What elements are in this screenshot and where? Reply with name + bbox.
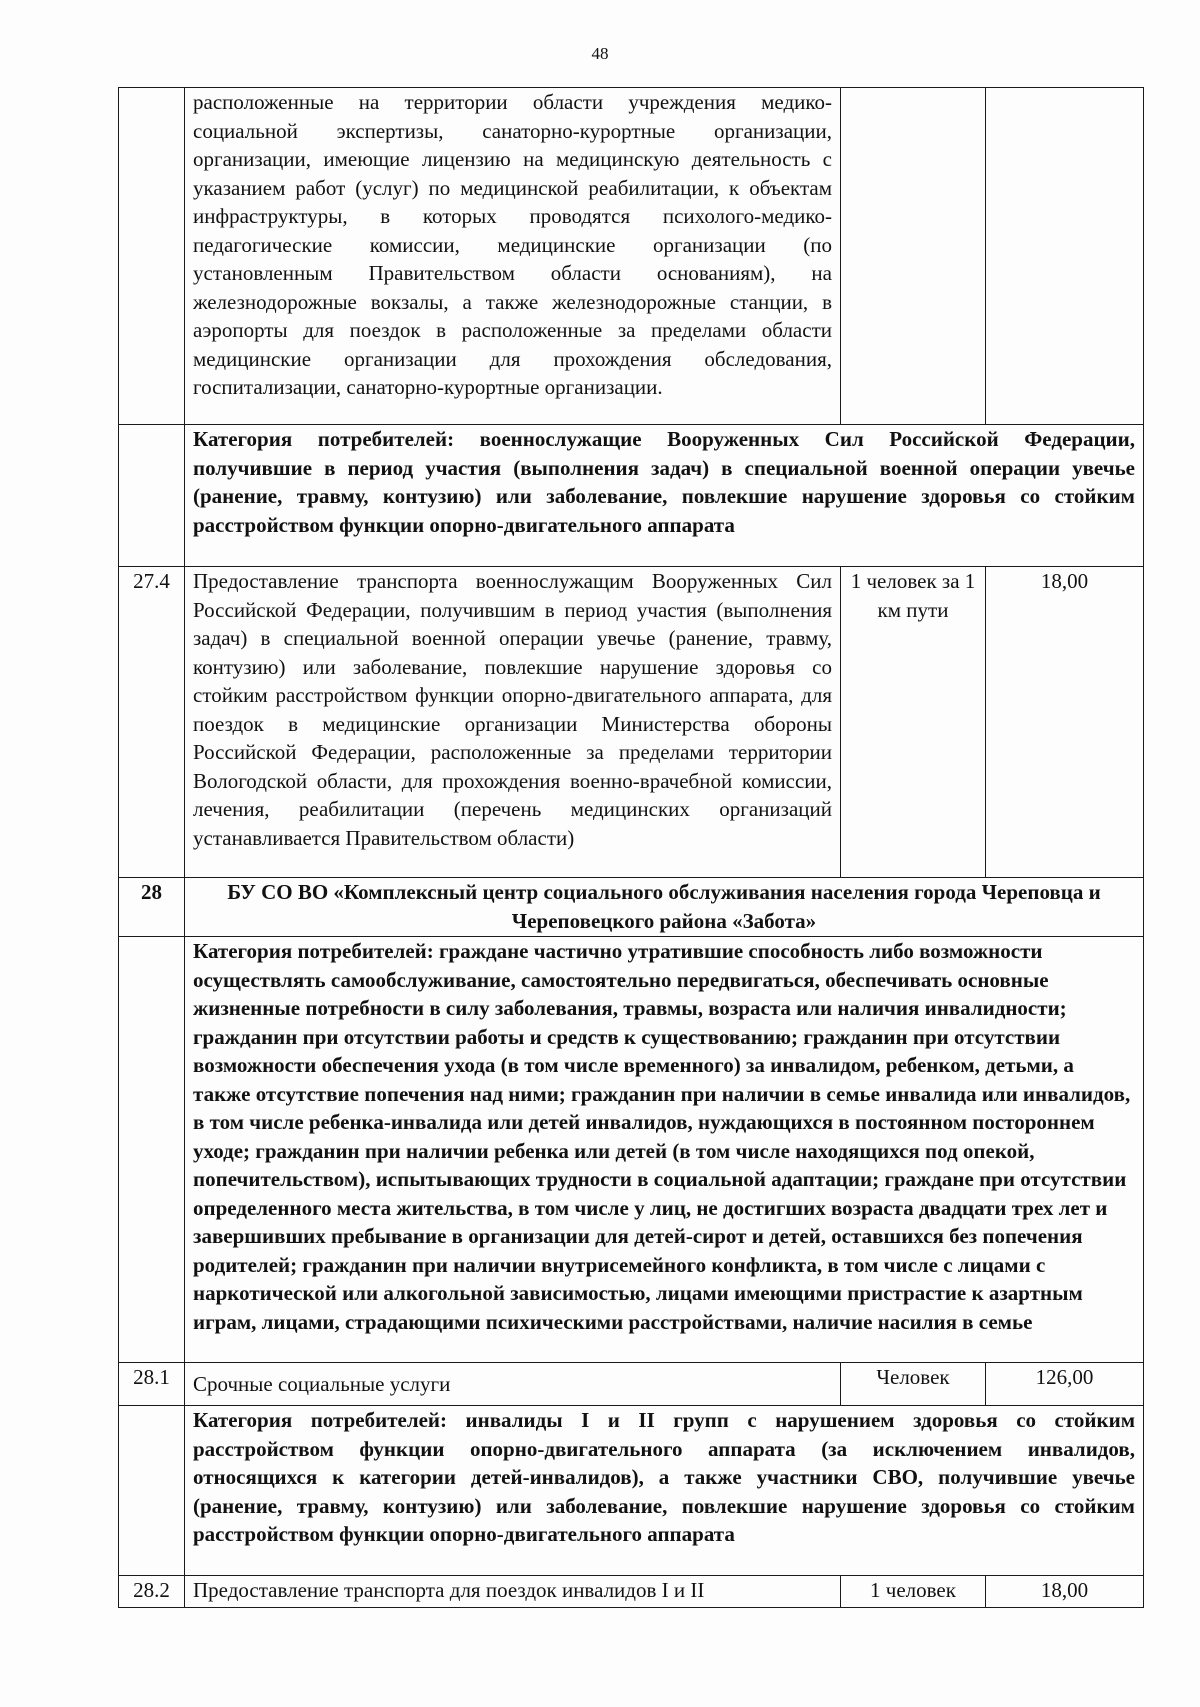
table-row (119, 567, 1144, 878)
price-cell: 18,00 (986, 1576, 1144, 1608)
row-number (119, 425, 185, 567)
row-number: 28.2 (119, 1576, 185, 1608)
tariff-table (118, 87, 1144, 1608)
organization-row (119, 878, 1144, 937)
price-cell: 18,00 (986, 567, 1144, 878)
table-row (119, 88, 1144, 425)
price-cell: 126,00 (986, 1363, 1144, 1406)
row-number: 28.1 (119, 1363, 185, 1406)
category-row (119, 425, 1144, 567)
row-number: 28 (119, 878, 185, 937)
price-cell (986, 88, 1144, 425)
unit-cell: 1 человек за 1 км пути (841, 567, 986, 878)
table-row (119, 1576, 1144, 1608)
consumer-category: Категория потребителей: инвалиды I и II групп с нарушением здоровья со стойким расстройством функции опорно-двигательного аппарата (за исключением инвалидов, относящихся к категории детей-инвалидов), а также участники СВО, получившие увечье (ранение, травму, контузию) или заболевание, повлекшие нарушение здоровья со стойким расстройством функции опорно-двигательного аппарата (185, 1406, 1144, 1576)
row-number (119, 1406, 185, 1576)
category-row (119, 937, 1144, 1363)
organization-name: БУ СО ВО «Комплексный центр социального обслуживания населения города Череповца и Череповецкого района «Забота» (185, 878, 1144, 937)
consumer-category: Категория потребителей: военнослужащие Вооруженных Сил Российской Федерации, получившие в период участия (выполнения задач) в специальной военной операции увечье (ранение, травму, контузию) или заболевание, повлекшие нарушение здоровья со стойким расстройством функции опорно-двигательного аппарата (185, 425, 1144, 567)
consumer-category: Категория потребителей: граждане частично утратившие способность либо возможности осуществлять самообслуживание, самостоятельно передвигаться, обеспечивать основные жизненные потребности в силу заболевания, травмы, возраста или наличия инвалидности; гражданин при отсутствии работы и средств к существованию; гражданин при отсутствии возможности обеспечения ухода (в том числе временного) за инвалидом, ребенком, детьми, а также отсутствие попечения над ними; гражданин при наличии в семье инвалида или инвалидов, в том числе ребенка-инвалида или детей инвалидов, нуждающихся в постоянном постороннем уходе; гражданин при наличии ребенка или детей (в том числе находящихся под опекой, попечительством), испытывающих трудности в социальной адаптации; граждане при отсутствии определенного места жительства, в том числе у лиц, не достигших возраста двадцати трех лет и завершивших пребывание в организации для детей-сирот и детей, оставшихся без попечения родителей; гражданин при наличии внутрисемейного конфликта, в том числе с лицами с наркотической или алкогольной зависимостью, лицами имеющими пристрастие к азартным играм, лицами, страдающими психическими расстройствами, наличие насилия в семье (185, 937, 1144, 1363)
row-number: 27.4 (119, 567, 185, 878)
row-number (119, 937, 185, 1363)
category-row (119, 1406, 1144, 1576)
row-number (119, 88, 185, 425)
service-description: Предоставление транспорта военнослужащим Вооруженных Сил Российской Федерации, получившим в период участия (выполнения задач) в специальной военной операции увечье (ранение, травму, контузию) или заболевание, повлекшие нарушение здоровья со стойким расстройством функции опорно-двигательного аппарата, для поездок в медицинские организации Министерства обороны Российской Федерации, расположенные за пределами территории Вологодской области, для прохождения военно-врачебной комиссии, лечения, реабилитации (перечень медицинских организаций устанавливается Правительством области) (185, 567, 841, 878)
unit-cell (841, 88, 986, 425)
unit-cell: 1 человек (841, 1576, 986, 1608)
table-row (119, 1363, 1144, 1406)
page-number: 48 (591, 44, 609, 63)
unit-cell: Человек (841, 1363, 986, 1406)
service-description: Предоставление транспорта для поездок инвалидов I и II (185, 1576, 841, 1608)
service-description: Срочные социальные услуги (185, 1363, 841, 1406)
service-description: расположенные на территории области учреждения медико-социальной экспертизы, санаторно-курортные организации, организации, имеющие лицензию на медицинскую деятельность с указанием работ (услуг) по медицинской реабилитации, к объектам инфраструктуры, в которых проводятся психолого-медико-педагогические комиссии, медицинские организации (по установленным Правительством области основаниям), на железнодорожные вокзалы, а также железнодорожные станции, в аэропорты для поездок в расположенные за пределами области медицинские организации для прохождения обследования, госпитализации, санаторно-курортные организации. (185, 88, 841, 425)
